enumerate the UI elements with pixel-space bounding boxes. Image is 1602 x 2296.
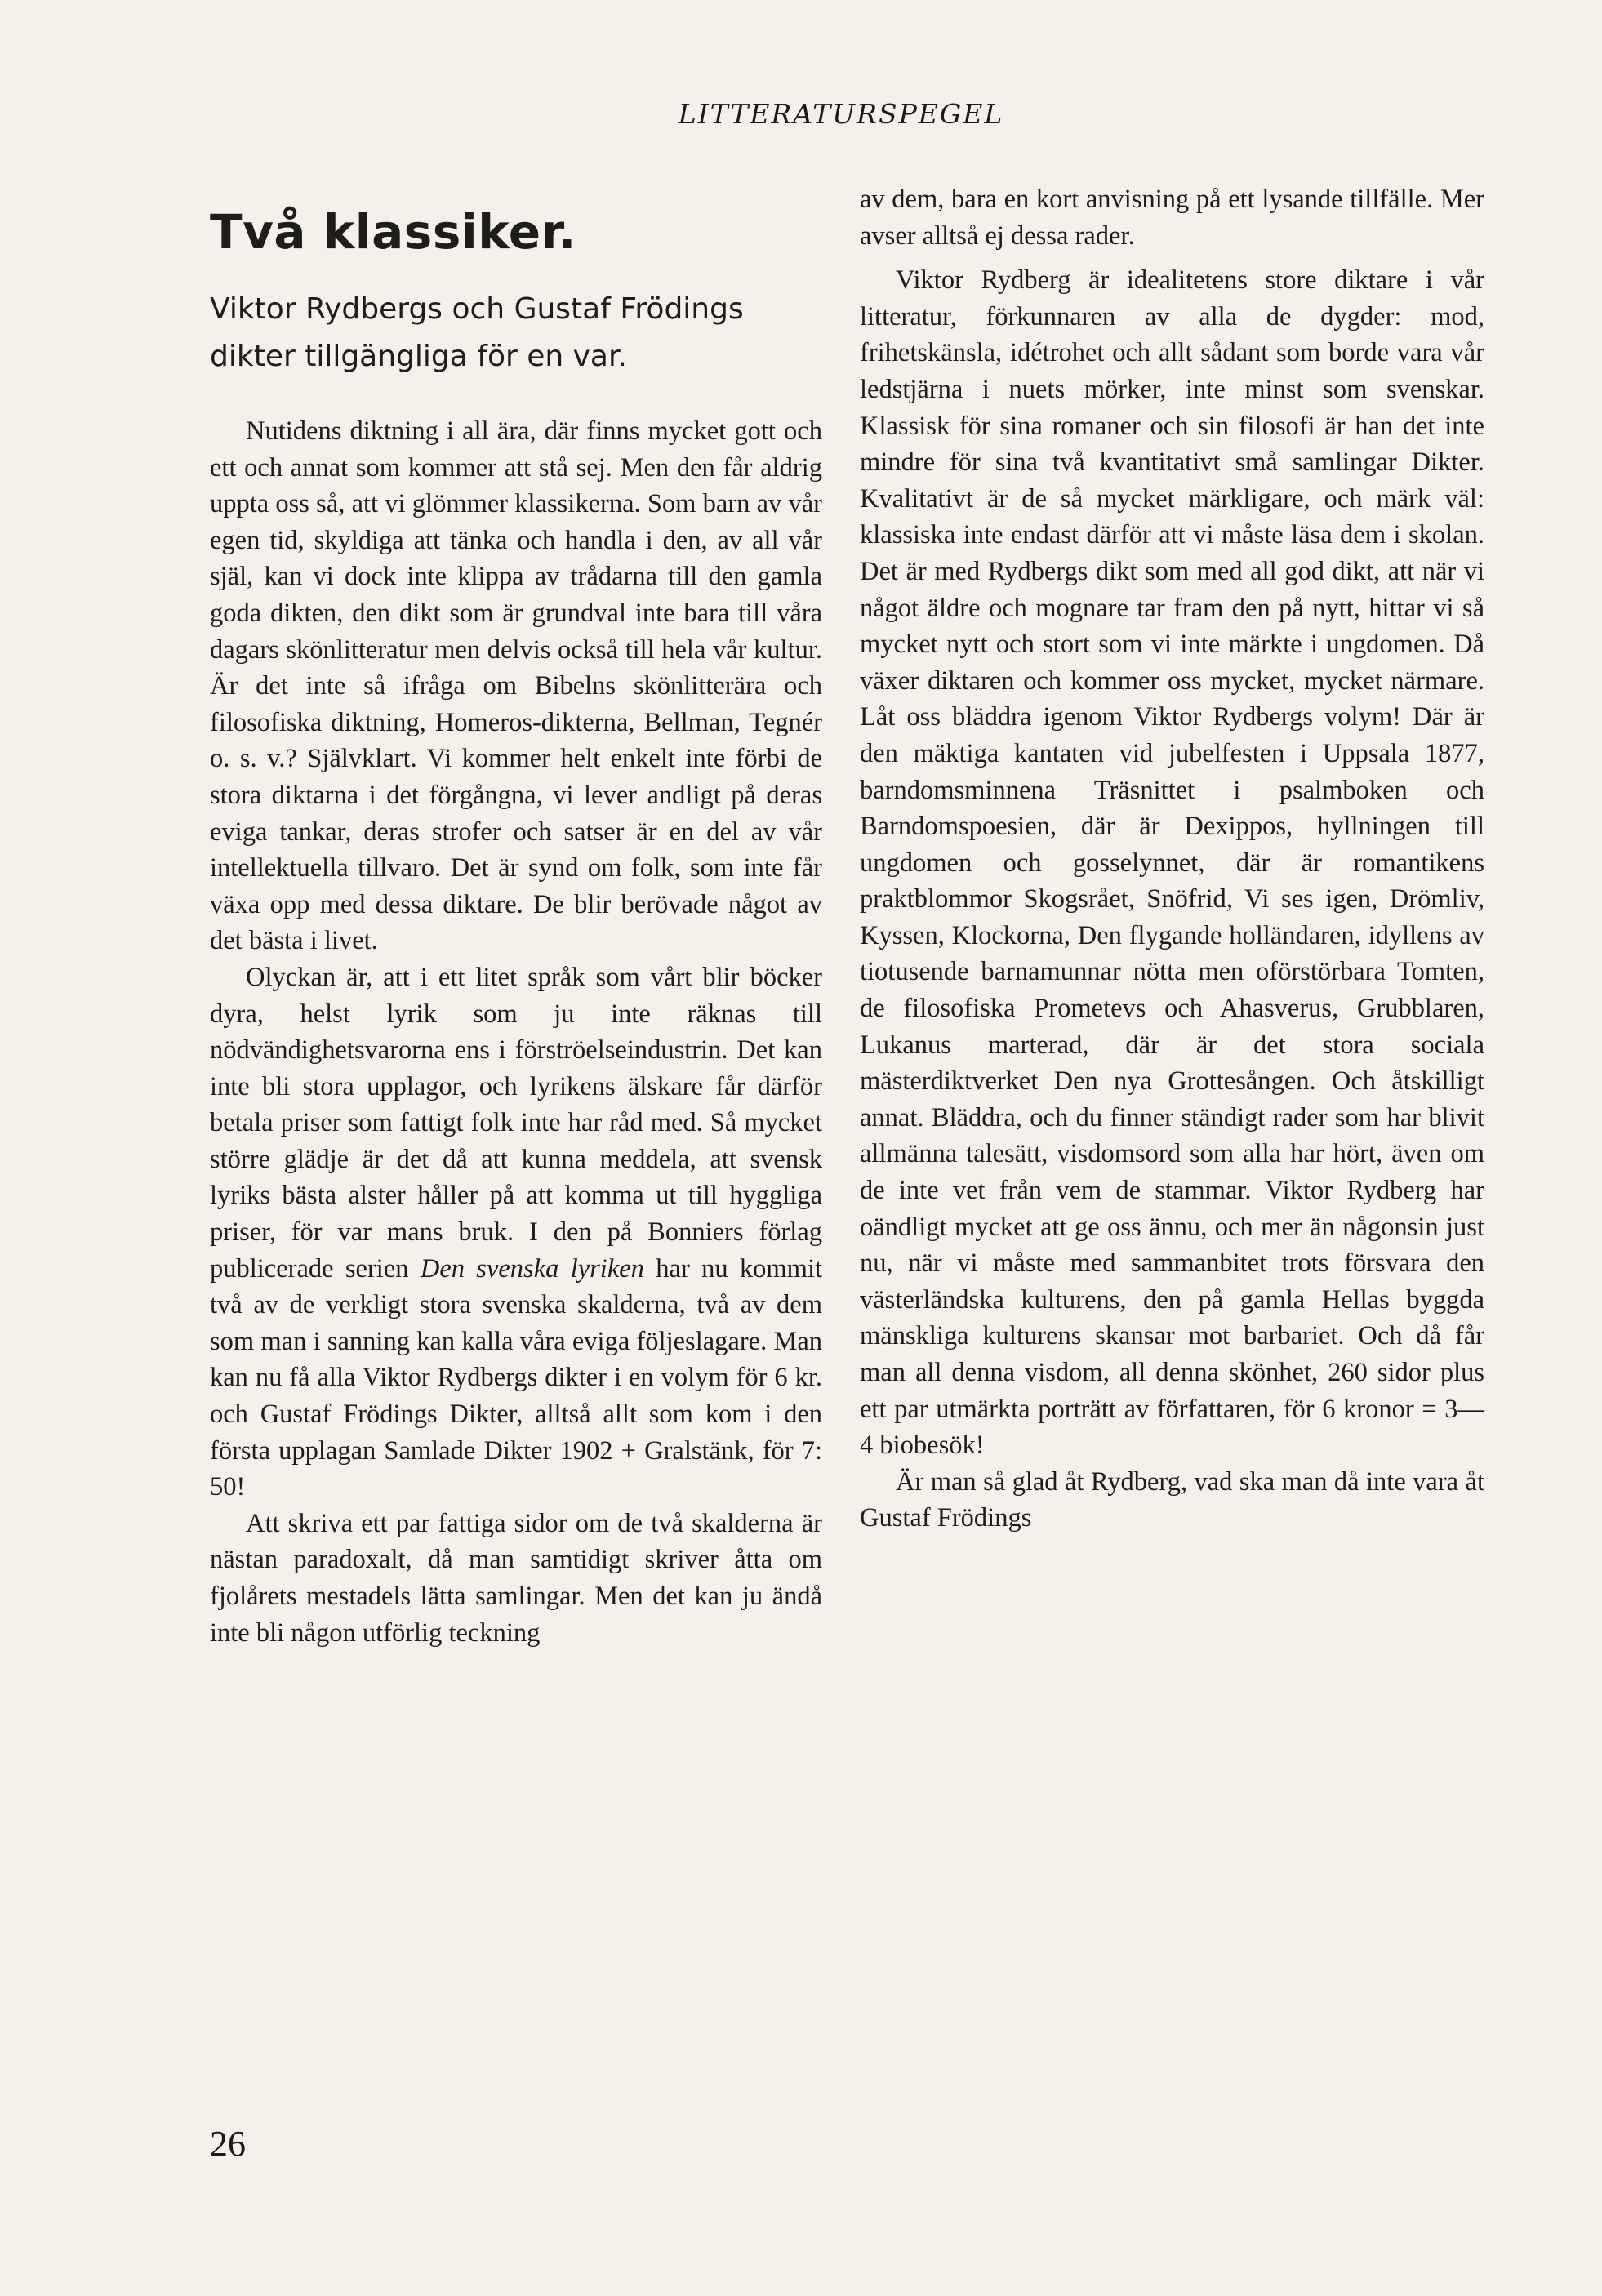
- paragraph-two-skalds: Att skriva ett par fattiga sidor om de två skalderna är nästan paradoxalt, då man samtidigt skriver åtta om fjolårets mestadels lätta samlingar. Men det kan ju ändå inte bli någon utförlig teckning: [210, 1508, 822, 1648]
- paragraph-froding: Är man så glad åt Rydberg, vad ska man då inte vara åt Gustaf Frödings: [860, 1466, 1484, 1533]
- page-number: 26: [210, 2124, 246, 2164]
- left-column: [210, 181, 822, 1651]
- paragraph-text: har nu kommit två av de verkligt stora svenska skalderna, två av dem som man i sanning kan kalla våra eviga följeslagare. Man kan nu få alla Viktor Rydbergs dikter i en volym för 6 kr. och Gustaf Frödings Dikter, alltså allt som kom i den första upplagan Samlade Dikter 1902 + Gralstänk, för 7: 50!: [210, 1253, 823, 1502]
- paragraph-intro: Nutidens diktning i all ära, där finns mycket gott och ett och annat som kommer att stå sej. Men den får aldrig uppta oss så, att vi glömmer klassikerna. Som barn av vår egen tid, skyldiga att tänka och handla i den, av all vår själ, kan vi dock inte klippa av trådarna till den gamla goda dikten, den dikt som är grundval inte bara till våra dagars skönlitteratur men delvis också till hela vår kultur. Är det inte så ifråga om Bibelns skönlitterära och filosofiska diktning, Homeros-dikterna, Bellman, Tegnér o. s. v.? Självklart. Vi kommer helt enkelt inte förbi de stora diktarna i det förgångna, vi lever andligt på deras eviga tankar, deras strofer och satser är en del av vår intellektuella tillvaro. Det är synd om folk, som inte får växa opp med dessa diktare. De blir berövade något av det bästa i livet.: [210, 416, 822, 956]
- running-head: LITTERATURSPEGEL: [678, 98, 1004, 130]
- article-title: Två klassiker.: [210, 204, 576, 260]
- paragraph-continuation: av dem, bara en kort anvisning på ett lysande tillfälle. Mer avser alltså ej dessa rader.: [860, 185, 1484, 251]
- right-column: [860, 181, 1484, 1537]
- article-subtitle: Viktor Rydbergs och Gustaf Frödings dikter tillgängliga för en var.: [210, 292, 744, 373]
- paragraph-text: Olyckan är, att i ett litet språk som vårt blir böcker dyra, helst lyrik som ju inte räknas till nödvändighetsvarorna ens i förströelseindustrin. Det kan inte bli stora upplagor, och lyrikens älskare får därför betala priser som fattigt folk inte har råd med. Så mycket större glädje är det då att kunna meddela, att svensk lyriks bästa alster håller på att komma ut till hyggliga priser, för var mans bruk. I den på Bonniers förlag publicerade serien: [210, 962, 822, 1284]
- paragraph-rydberg: Viktor Rydberg är idealitetens store diktare i vår litteratur, förkunnaren av alla de dygder: mod, frihetskänsla, idétrohet och allt sådant som borde vara vår ledstjärna i nuets mörker, inte minst som svenskar. Klassisk för sina romaner och sin filosofi är han det inte mindre för sina två kvantitativt små samlingar Dikter. Kvalitativt är de så mycket märkligare, och märk väl: klassiska inte endast därför att vi måste läsa dem i skolan. Det är med Rydbergs dikt som med all god dikt, att när vi något äldre och mognare tar fram den på nytt, hittar vi så mycket nytt och stort som vi inte märkte i ungdomen. Då växer diktaren och kommer oss mycket, mycket närmare. Låt oss bläddra igenom Viktor Rydbergs volym! Där är den mäktiga kantaten vid jubelfesten i Uppsala 1877, barndomsminnena Träsnittet i psalmboken och Barndomspoesien, där är Dexippos, hyllningen till ungdomen och gosselynnet, där är romantikens praktblommor Skogsrået, Snöfrid, Vi ses igen, Drömliv, Kyssen, Klockorna, Den flygande holländaren, idyllens av tiotusende barnamunnar nötta men oförstörbara Tomten, de filosofiska Prometevs och Ahasverus, Grubblaren, Lukanus marterad, där är det stora sociala mästerdiktverket Den nya Grottesången. Och åtskilligt annat. Bläddra, och du finner ständigt rader som har blivit allmänna talesätt, visdomsord som alla har hört, även om de inte vet från vem de stammar. Viktor Rydberg har oändligt mycket att ge oss ännu, och mer än någonsin just nu, när vi måste med sammanbitet trots försvara den västerländska kulturens, den på gamla Hellas byggda mänskliga kulturens skansar mot barbariet. Och då får man all denna visdom, all denna skönhet, 260 sidor plus ett par utmärkta porträtt av författaren, för 6 kronor = 3—4 biobesök!: [860, 265, 1484, 1461]
- series-title: Den svenska lyriken: [420, 1253, 644, 1284]
- paragraph-lyric-prices: [210, 959, 822, 1506]
